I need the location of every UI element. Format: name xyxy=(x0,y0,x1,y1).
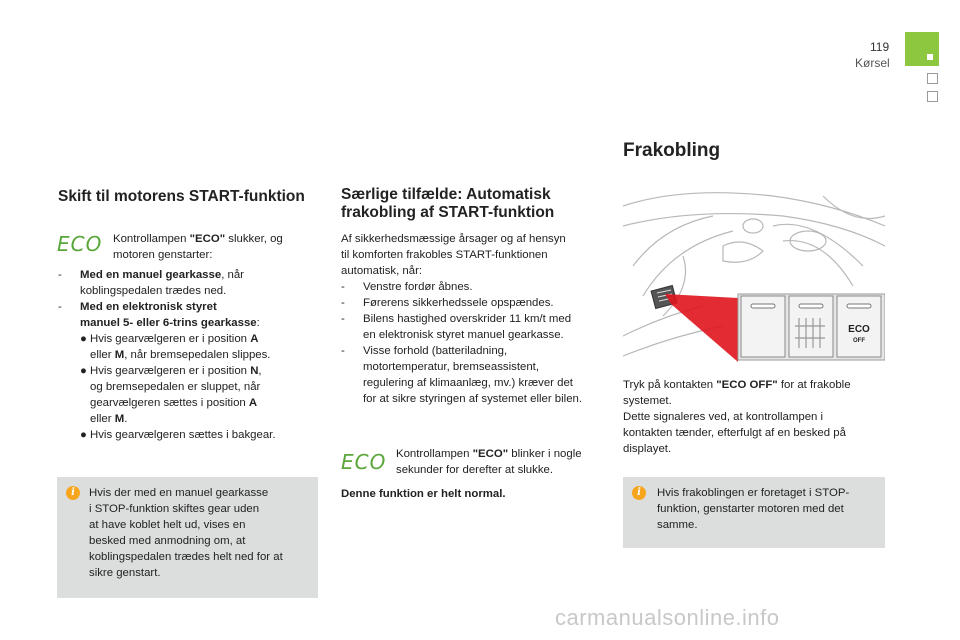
heading-frakobling: Frakobling xyxy=(623,140,721,161)
info-icon: i xyxy=(66,486,80,500)
normal-function-text: Denne funktion er helt normal. xyxy=(341,488,506,500)
auto-disable-text: Af sikkerhedsmæssige årsager og af hensyn til komforten frakobles START-funktionen automatisk, når: - Venstre fordør åbnes. - Førerens sikkerhedssele opspændes. - Bilens hastighed overskrider 11 km/t med en elektronisk styret manuel gearkasse. - Visse forhold (batteriladning, motortemperatur, bremseassistent, regulering af klimaanlæg, mv.) kræver det for at sikre styringen af systemet eller bilen. xyxy=(341,233,583,405)
eco-off-button-bottom: OFF xyxy=(853,338,865,344)
dashboard-drawing xyxy=(623,186,885,362)
info-note-manual-gear xyxy=(57,477,318,598)
eco-blink-text: Kontrollampen "ECO" blinker i nogle sekunder for derefter at slukke. xyxy=(396,448,582,476)
page-number: 119 xyxy=(870,40,890,54)
info-icon: i xyxy=(632,486,646,500)
section-title: Kørsel xyxy=(855,56,890,70)
eco-off-instructions: Tryk på kontakten "ECO OFF" for at frakoble systemet. Dette signaleres ved, at kontrollampen i kontakten tænder, efterfulgt af en besked på displayet. xyxy=(623,379,851,455)
info-note-frakobling xyxy=(623,477,885,548)
note-text: Hvis frakoblingen er foretaget i STOP- funktion, genstarter motoren med det samme. xyxy=(657,487,850,531)
heading-auto-disable: Særlige tilfælde: Automatisk frakobling af START-funktion xyxy=(341,186,555,221)
eco-indicator-icon: ECO xyxy=(341,450,387,474)
tab-marker xyxy=(927,54,933,60)
eco-indicator-icon: ECO xyxy=(57,232,103,256)
eco-off-button-top: ECO xyxy=(848,324,870,335)
chapter-indicator-box xyxy=(927,73,938,84)
chapter-indicator-box xyxy=(927,91,938,102)
start-conditions-list: - Med en manuel gearkasse, når koblingspedalen trædes ned. - Med en elektronisk styret manuel 5- eller 6-trins gearkasse: ● Hvis gearvælgeren er i position A eller M, når bremsepedalen slippes. ● Hvis gearvælgeren er i position N, og bremsepedalen er sluppet, når gearvælgeren sættes i position A eller M. ● Hvis gearvælgeren sættes i bakgear. xyxy=(58,269,276,441)
note-text: Hvis der med en manuel gearkasse i STOP-funktion skiftes gear uden at have koblet helt ud, vises en besked med anmodning om, at koblingspedalen trædes helt ned for at sikre genstart. xyxy=(89,487,283,579)
heading-start-function: Skift til motorens START-funktion xyxy=(58,188,305,205)
eco-off-switch-illustration xyxy=(623,186,885,362)
chapter-tab xyxy=(905,32,939,66)
eco-start-text: Kontrollampen "ECO" slukker, og motoren genstarter: xyxy=(113,233,283,261)
watermark-text: carmanualsonline.info xyxy=(555,605,780,630)
